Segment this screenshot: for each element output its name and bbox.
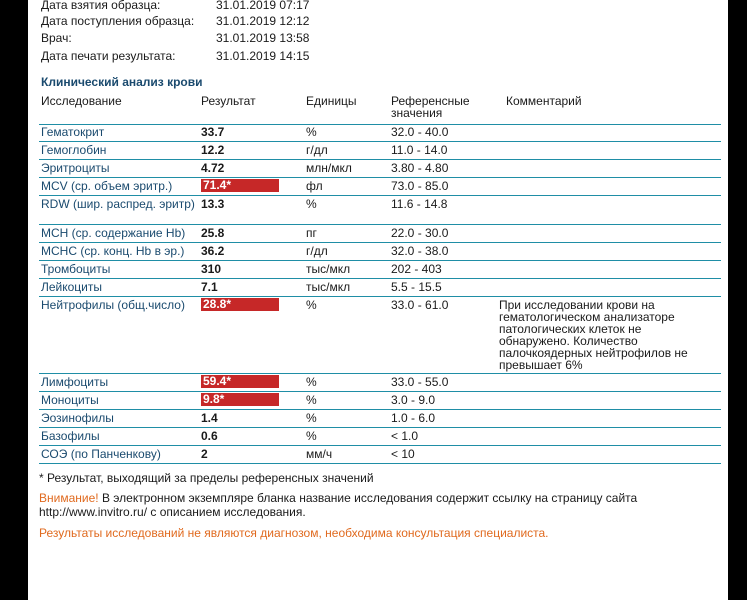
meta-value: 31.01.2019 14:15: [216, 49, 310, 63]
test-name: MCH (ср. содержание Hb): [41, 226, 186, 240]
reference-range: 5.5 - 15.5: [391, 280, 442, 294]
table-row: [39, 178, 721, 196]
meta-value: 31.01.2019 13:58: [216, 31, 310, 45]
table-row: [39, 124, 721, 142]
unit: фл: [306, 179, 323, 193]
unit: г/дл: [306, 244, 328, 258]
meta-label: Врач:: [41, 31, 72, 45]
attention-note-line2: [39, 505, 306, 519]
table-row: [39, 392, 721, 410]
reference-range: < 10: [391, 447, 415, 461]
meta-row: [41, 30, 309, 46]
unit: %: [306, 298, 317, 312]
header-reference: Референсные значения: [391, 94, 470, 120]
result-value: 0.6: [201, 429, 218, 443]
test-name: MCHC (ср. конц. Hb в эр.): [41, 244, 185, 258]
reference-range: 73.0 - 85.0: [391, 179, 449, 193]
unit: %: [306, 393, 317, 407]
meta-label: Дата печати результата:: [41, 49, 176, 63]
attention-label: Внимание!: [39, 491, 99, 505]
table-row: [39, 225, 721, 243]
unit: пг: [306, 226, 317, 240]
test-name: Лимфоциты: [41, 375, 109, 389]
test-name: Нейтрофилы (общ.число): [41, 298, 185, 312]
test-name: Моноциты: [41, 393, 99, 407]
table-row: [39, 279, 721, 297]
test-name: Базофилы: [41, 429, 100, 443]
unit: г/дл: [306, 143, 328, 157]
table-row: [39, 297, 721, 374]
attention-text: В электронном экземпляре бланка название исследования содержит ссылку на страницу сайта: [98, 491, 638, 505]
reference-range: 11.0 - 14.0: [391, 143, 448, 157]
comment: При исследовании крови на гематологическом анализаторе патологических клеток не обнаружено. Количество палочкоядерных нейтрофилов не превышает 6%: [499, 298, 688, 372]
test-name: Эритроциты: [41, 161, 110, 175]
test-name: Гематокрит: [41, 125, 105, 139]
unit: тыс/мкл: [306, 262, 351, 276]
table-row: [39, 446, 721, 464]
result-value-flagged: 9.8*: [201, 393, 279, 406]
meta-value: 31.01.2019 07:17: [216, 0, 310, 12]
meta-row: [41, 0, 309, 13]
result-value-flagged: 28.8*: [201, 298, 279, 311]
table-row: [39, 428, 721, 446]
unit: %: [306, 197, 317, 211]
meta-label: Дата взятия образца:: [41, 0, 161, 12]
disclaimer: Результаты исследований не являются диагнозом, необходима консультация специалиста.: [39, 526, 549, 540]
table-row: [39, 243, 721, 261]
result-value-flagged: 59.4*: [201, 375, 279, 388]
header-comment: Комментарий: [506, 94, 582, 108]
result-value: 33.7: [201, 125, 225, 139]
lab-report-page: [28, 0, 728, 600]
table-row: [39, 196, 721, 225]
test-name: Эозинофилы: [41, 411, 114, 425]
test-name: СОЭ (по Панченкову): [41, 447, 161, 461]
result-value-flagged: 71.4*: [201, 179, 279, 192]
test-name: MCV (ср. объем эритр.): [41, 179, 173, 193]
header-units: Единицы: [306, 94, 357, 108]
unit: мм/ч: [306, 447, 333, 461]
result-value: 1.4: [201, 411, 218, 425]
unit: %: [306, 411, 317, 425]
reference-range: 33.0 - 55.0: [391, 375, 449, 389]
reference-range: 33.0 - 61.0: [391, 298, 449, 312]
test-name: RDW (шир. распред. эритр): [41, 197, 195, 211]
reference-range: 3.80 - 4.80: [391, 161, 449, 175]
header-test: Исследование: [41, 94, 122, 108]
result-value: 36.2: [201, 244, 225, 258]
reference-range: 202 - 403: [391, 262, 442, 276]
result-value: 25.8: [201, 226, 225, 240]
reference-range: 11.6 - 14.8: [391, 197, 448, 211]
test-name: Тромбоциты: [41, 262, 111, 276]
table-row: [39, 160, 721, 178]
meta-row: [41, 48, 309, 64]
unit: %: [306, 429, 317, 443]
reference-range: 3.0 - 9.0: [391, 393, 436, 407]
result-value: 13.3: [201, 197, 225, 211]
meta-label: Дата поступления образца:: [41, 14, 195, 28]
attention-note: [39, 491, 637, 505]
reference-range: 32.0 - 38.0: [391, 244, 449, 258]
unit: %: [306, 375, 317, 389]
footnote: * Результат, выходящий за пределы референсных значений: [39, 471, 374, 485]
attention-tail: с описанием исследования.: [147, 505, 306, 519]
reference-range: 32.0 - 40.0: [391, 125, 449, 139]
table-row: [39, 142, 721, 160]
result-value: 2: [201, 447, 208, 461]
result-value: 310: [201, 262, 222, 276]
test-name: Лейкоциты: [41, 280, 103, 294]
table-row: [39, 261, 721, 279]
meta-value: 31.01.2019 12:12: [216, 14, 310, 28]
invitro-link[interactable]: http://www.invitro.ru/: [39, 505, 148, 519]
test-name: Гемоглобин: [41, 143, 107, 157]
table-row: [39, 374, 721, 392]
meta-row: [41, 13, 309, 29]
reference-range: < 1.0: [391, 429, 419, 443]
section-title: Клинический анализ крови: [41, 75, 203, 89]
reference-range: 22.0 - 30.0: [391, 226, 449, 240]
unit: млн/мкл: [306, 161, 352, 175]
unit: тыс/мкл: [306, 280, 351, 294]
header-result: Результат: [201, 94, 256, 108]
result-value: 12.2: [201, 143, 225, 157]
table-row: [39, 410, 721, 428]
unit: %: [306, 125, 317, 139]
result-value: 4.72: [201, 161, 225, 175]
result-value: 7.1: [201, 280, 218, 294]
reference-range: 1.0 - 6.0: [391, 411, 436, 425]
